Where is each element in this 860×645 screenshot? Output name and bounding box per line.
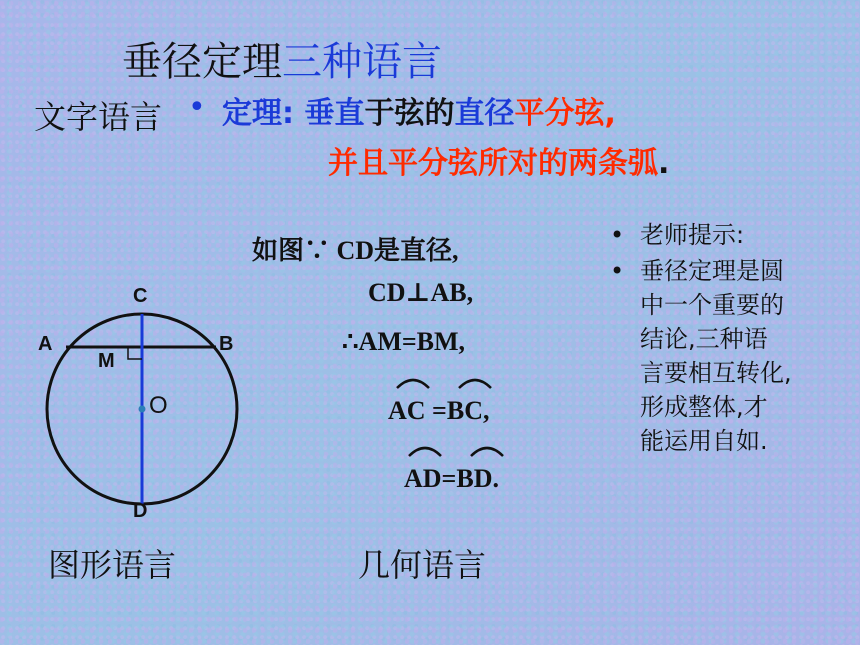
tip-line-5: 形成整体,才: [640, 393, 768, 421]
geo-line-5: AD=BD.: [404, 464, 499, 493]
tip-line-4: 言要相互转化,: [640, 359, 792, 387]
tip-line-2: 中一个重要的: [640, 291, 784, 319]
tip-line-3: 结论,三种语: [640, 325, 768, 353]
geo-line-1: 如图∵ CD是直径,: [252, 236, 459, 265]
theorem-s4: 平分弦,: [514, 96, 616, 131]
theorem-bullet: •: [188, 90, 206, 125]
arc-mark-bc: [459, 380, 491, 388]
tip-bullet-1: •: [610, 221, 625, 249]
theorem-s3: 直径: [454, 96, 515, 131]
tip-line-1: 垂径定理是圆: [640, 257, 784, 285]
arc-mark-ac: [397, 380, 429, 388]
theorem-line2: 并且平分弦所对的两条弧: [328, 146, 658, 181]
figure-caption: 图形语言: [48, 546, 177, 584]
tip-body: [640, 254, 792, 458]
arc-mark-ad: [409, 448, 441, 456]
label-d: D: [133, 500, 148, 522]
arc-mark-bd: [471, 448, 503, 456]
tip-line-6: 能运用自如.: [640, 427, 768, 455]
label-c: C: [133, 285, 148, 307]
theorem-s2: 于弦的: [364, 96, 455, 131]
geo-line-4: AC =BC,: [388, 396, 490, 425]
label-o: O: [149, 392, 168, 419]
tip-title: 老师提示:: [640, 221, 745, 249]
label-m: M: [98, 350, 115, 372]
tip-bullet-2: •: [610, 257, 625, 285]
geometry-caption: 几何语言: [358, 546, 487, 584]
text-language-label: 文字语言: [34, 98, 163, 136]
geo-line-2: CD⊥AB,: [368, 278, 474, 307]
theorem-line2-end: .: [658, 146, 670, 181]
geo-line-3: ∴AM=BM,: [342, 327, 466, 356]
title-part2: 三种语言: [282, 39, 442, 85]
label-b: B: [219, 333, 234, 355]
title-part1: 垂径定理: [122, 39, 282, 85]
theorem-s1: 垂直: [304, 96, 365, 131]
theorem-prefix: 定理:: [222, 96, 294, 131]
label-a: A: [38, 333, 53, 355]
